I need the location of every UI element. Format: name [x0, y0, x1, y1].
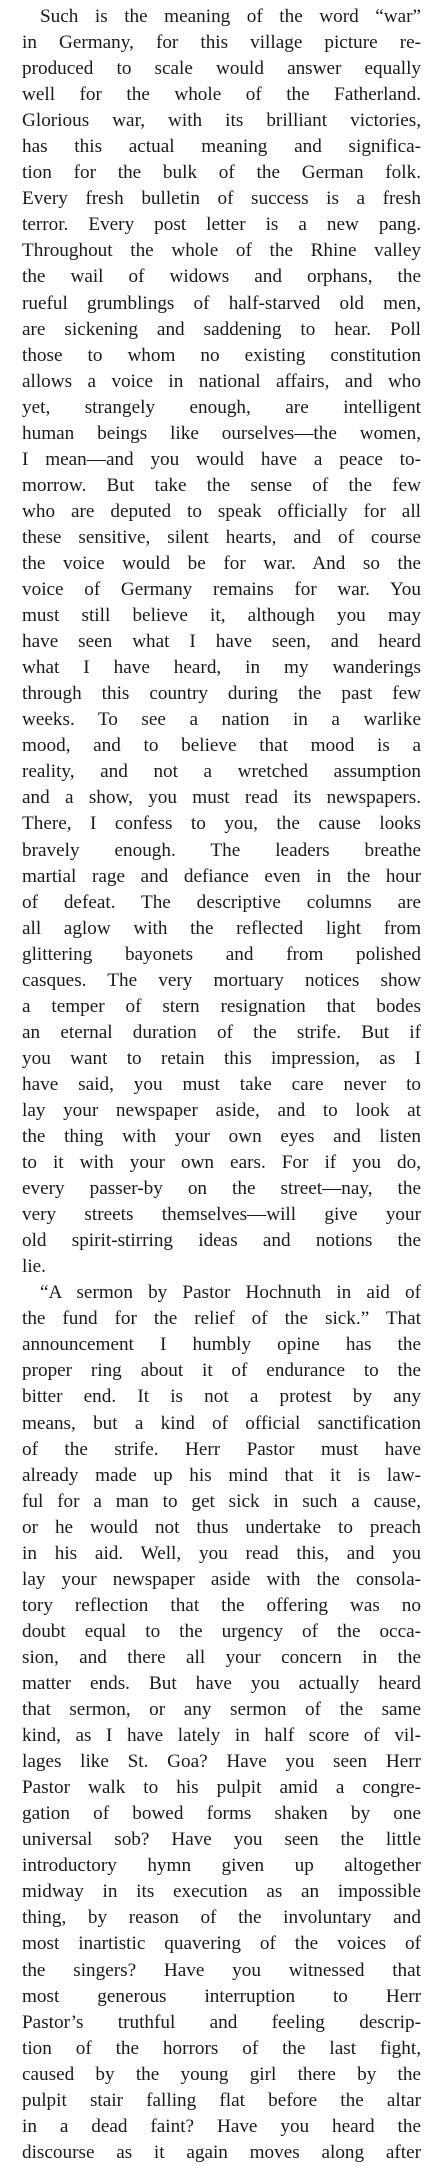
text-line: these sensitive, silent hearts, and of course — [22, 526, 421, 548]
text-line: most inartistic quavering of the voices of — [22, 1933, 421, 1955]
text-line: old spirit-stirring ideas and notions the — [22, 1230, 421, 1252]
text-line: well for the whole of the Fatherland. — [22, 84, 421, 106]
text-line: or he would not thus undertake to preach — [22, 1516, 421, 1538]
text-line: you want to retain this impression, as I — [22, 1047, 421, 1069]
text-line: bravely enough. The leaders breathe — [22, 839, 421, 861]
text-line: has this actual meaning and significa- — [22, 136, 421, 158]
text-line: caused by the young girl there by the — [22, 2063, 421, 2085]
text-line: have said, you must take care never to — [22, 1073, 421, 1095]
text-line: There, I confess to you, the cause looks — [22, 813, 421, 835]
text-line: proper ring about it of endurance to the — [22, 1360, 421, 1382]
text-line: tion for the bulk of the German folk. — [22, 162, 421, 184]
text-line: Every fresh bulletin of success is a fresh — [22, 188, 421, 210]
text-line: a temper of stern resignation that bodes — [22, 995, 421, 1017]
text-line: I mean—and you would have a peace to- — [22, 448, 421, 470]
text-line: gation of bowed forms shaken by one — [22, 1803, 421, 1825]
text-line: pulpit stair falling flat before the altar — [22, 2089, 421, 2111]
text-line: are sickening and saddening to hear. Poll — [22, 318, 421, 340]
text-line: weeks. To see a nation in a warlike — [22, 709, 421, 731]
text-line: casques. The very mortuary notices show — [22, 969, 421, 991]
text-line: the thing with your own eyes and listen — [22, 1126, 421, 1148]
text-line: lay your newspaper aside with the consola- — [22, 1568, 421, 1590]
text-line: every passer-by on the street—nay, the — [22, 1178, 421, 1200]
text-line: bitter end. It is not a protest by any — [22, 1386, 421, 1408]
text-line: sion, and there all your concern in the — [22, 1646, 421, 1668]
text-line: doubt equal to the urgency of the occa- — [22, 1620, 421, 1642]
text-line: voice of Germany remains for war. You — [22, 579, 421, 601]
text-line: of the strife. Herr Pastor must have — [22, 1438, 421, 1460]
text-line: terror. Every post letter is a new pang. — [22, 214, 421, 236]
text-line: of defeat. The descriptive columns are — [22, 891, 421, 913]
text-line: human beings like ourselves—the women, — [22, 422, 421, 444]
text-line: yet, strangely enough, are intelligent — [22, 396, 421, 418]
article-paragraph — [22, 1280, 421, 2166]
text-line: Such is the meaning of the word “war” — [40, 6, 421, 27]
text-line: through this country during the past few — [22, 683, 421, 705]
text-line: martial rage and defiance even in the hour — [22, 865, 421, 887]
text-line: Throughout the whole of the Rhine valley — [22, 240, 421, 262]
text-line: rueful grumblings of half-starved old men, — [22, 292, 421, 314]
text-line: that sermon, or any sermon of the same — [22, 1699, 421, 1721]
text-line: thing, by reason of the involuntary and — [22, 1907, 421, 1929]
text-line: in his aid. Well, you read this, and you — [22, 1542, 421, 1564]
text-line: the fund for the relief of the sick.” That — [22, 1308, 421, 1330]
text-line: midway in its execution as an impossible — [22, 1881, 421, 1903]
text-line: allows a voice in national affairs, and who — [22, 370, 421, 392]
text-line: glittering bayonets and from polished — [22, 943, 421, 965]
text-line: the wail of widows and orphans, the — [22, 266, 421, 288]
text-line: lages like St. Goa? Have you seen Herr — [22, 1751, 421, 1773]
text-line: means, but a kind of official sanctification — [22, 1412, 421, 1434]
text-line: “A sermon by Pastor Hochnuth in aid of — [40, 1282, 421, 1304]
text-line: mood, and to believe that mood is a — [22, 735, 421, 757]
text-line: ful for a man to get sick in such a cause, — [22, 1490, 421, 1512]
text-line: tion of the horrors of the last fight, — [22, 2037, 421, 2059]
text-line: the singers? Have you witnessed that — [22, 1959, 421, 1981]
text-line: in Germany, for this village picture re- — [22, 32, 421, 54]
text-line: produced to scale would answer equally — [22, 58, 421, 80]
text-line: kind, as I have lately in half score of vil- — [22, 1725, 421, 1747]
text-line: tory reflection that the offering was no — [22, 1594, 421, 1616]
text-line: introductory hymn given up altogether — [22, 1855, 421, 1877]
text-line: already made up his mind that it is law- — [22, 1464, 421, 1486]
text-line: lay your newspaper aside, and to look at — [22, 1099, 421, 1121]
text-line: the voice would be for war. And so the — [22, 552, 421, 574]
text-line: discourse as it again moves along after — [22, 2141, 421, 2163]
article-paragraph — [22, 4, 421, 1280]
text-line: have seen what I have seen, and heard — [22, 631, 421, 653]
text-line: those to whom no existing constitution — [22, 344, 421, 366]
text-line: most generous interruption to Herr — [22, 1985, 421, 2007]
text-line: announcement I humbly opine has the — [22, 1334, 421, 1356]
text-line: lie. — [22, 1256, 46, 1278]
text-line: Pastor’s truthful and feeling descrip- — [22, 2011, 421, 2033]
text-line: who are deputed to speak officially for all — [22, 500, 421, 522]
text-line: must still believe it, although you may — [22, 605, 421, 627]
text-line: and a show, you must read its newspapers. — [22, 787, 421, 809]
text-line: what I have heard, in my wanderings — [22, 657, 421, 679]
text-line: very streets themselves—will give your — [22, 1204, 421, 1226]
text-line: an eternal duration of the strife. But if — [22, 1021, 421, 1043]
text-line: in a dead faint? Have you heard the — [22, 2115, 421, 2137]
text-line: reality, and not a wretched assumption — [22, 761, 421, 783]
text-line: universal sob? Have you seen the little — [22, 1829, 421, 1851]
text-line: Glorious war, with its brilliant victories, — [22, 110, 421, 132]
text-line: matter ends. But have you actually heard — [22, 1673, 421, 1694]
text-line: to it with your own ears. For if you do, — [22, 1152, 421, 1174]
text-line: all aglow with the reflected light from — [22, 917, 421, 939]
text-line: morrow. But take the sense of the few — [22, 474, 421, 496]
text-line: Pastor walk to his pulpit amid a congre- — [22, 1777, 421, 1799]
